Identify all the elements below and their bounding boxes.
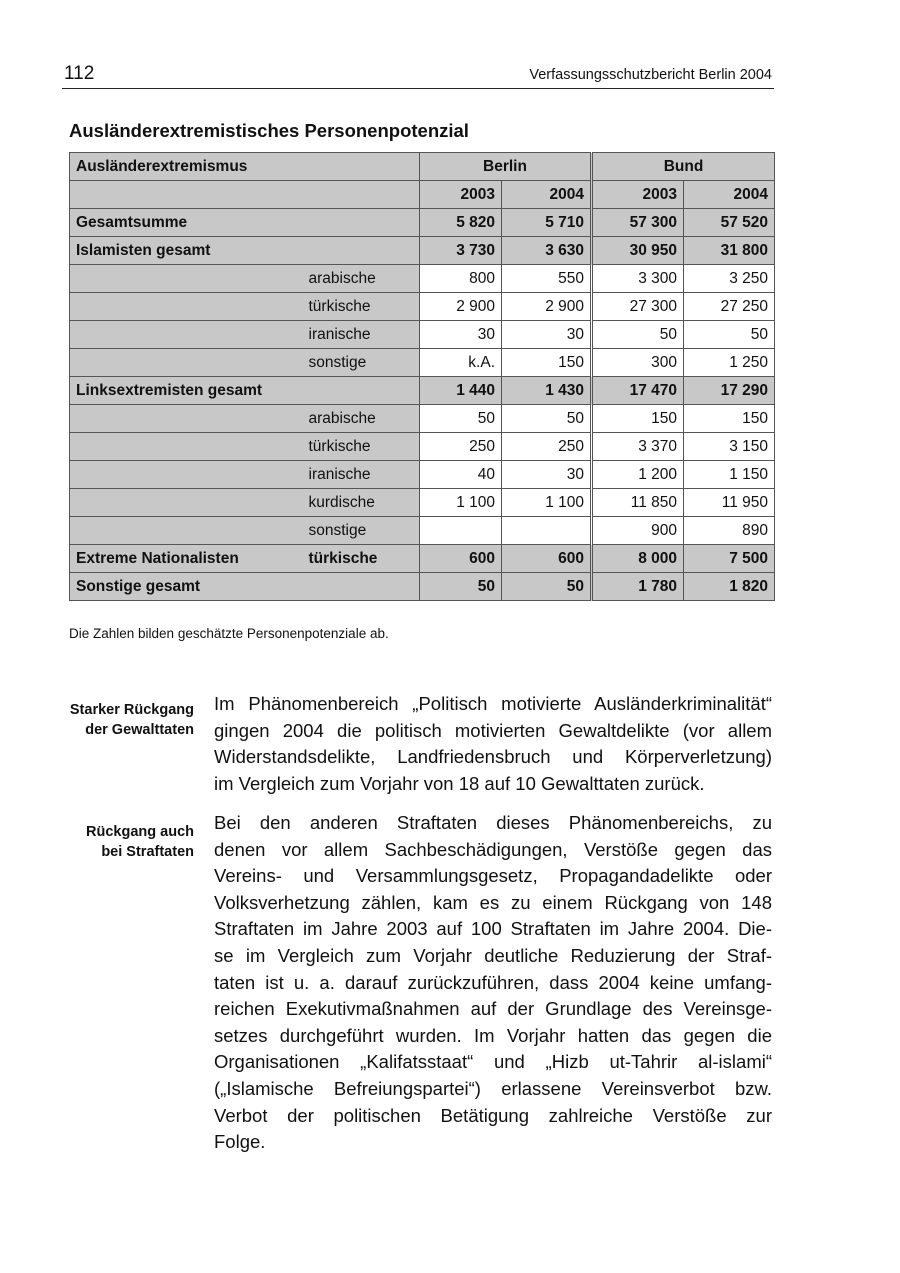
paragraph-line: Widerstandsdelikte, Landfriedensbruch und Körperverletzung) [214,746,772,768]
table-row [70,237,775,265]
table-cell: 1 250 [684,349,775,377]
row-label: Islamisten gesamt [70,237,420,265]
table-cell: 30 [420,321,502,349]
row-label: Sonstige gesamt [70,573,420,601]
paragraph-line: taten ist u. a. darauf zurückzuführen, dass 2004 keine umfang- [214,971,772,993]
table-cell: 50 [684,321,775,349]
paragraph-line: Organisationen „Kalifatsstaat“ und „Hizb ut-Tahrir al-islami“ [214,1051,772,1073]
paragraph-line: gingen 2004 die politisch motivierten Gewaltdelikte (vor allem [214,719,772,741]
table-cell: 50 [420,405,502,433]
table-cell: 300 [592,349,684,377]
table-cell: k.A. [420,349,502,377]
paragraph-line: reichen Exekutivmaßnahmen auf der Grundlage des Vereinsge- [214,998,772,1020]
table-cell: 8 000 [592,545,684,573]
header-label: Ausländerextremismus [70,153,420,181]
year-header: 2004 [502,181,592,209]
row-indent [70,461,303,489]
row-sublabel: sonstige [303,349,420,377]
years-row-spacer [70,181,420,209]
table-cell: 50 [592,321,684,349]
table-cell: 1 820 [684,573,775,601]
table-cell: 890 [684,517,775,545]
table-cell: 600 [420,545,502,573]
paragraph-line: Volksverhetzung zählen, kam es zu einem Rückgang von 148 [214,891,772,913]
row-indent [70,405,303,433]
table-cell: 150 [592,405,684,433]
paragraph-line: Verbot der politischen Betätigung zahlreiche Verstöße zur [214,1104,772,1126]
table-cell: 17 470 [592,377,684,405]
row-label: Extreme Nationalisten [70,545,303,573]
table-cell: 27 300 [592,293,684,321]
row-sublabel: sonstige [303,517,420,545]
table-cell: 250 [420,433,502,461]
group-header-bund: Bund [592,153,775,181]
table-cell: 3 150 [684,433,775,461]
row-label: Linksextremisten gesamt [70,377,420,405]
table-cell: 27 250 [684,293,775,321]
paragraph-line: setzes durchgeführt wurden. Im Vorjahr hatten das gegen die [214,1024,772,1046]
paragraph-line: („Islamische Befreiungspartei“) erlassene Vereinsverbot bzw. [214,1077,772,1099]
table-cell: 3 730 [420,237,502,265]
table-header-row [70,153,775,181]
table-cell: 3 630 [502,237,592,265]
year-header: 2003 [592,181,684,209]
table-cell: 1 150 [684,461,775,489]
row-indent [70,321,303,349]
margin-note-line: Rückgang auch [86,824,194,840]
table-row [70,209,775,237]
row-indent [70,433,303,461]
row-indent [70,517,303,545]
row-sublabel: arabische [303,265,420,293]
row-indent [70,265,303,293]
table-cell [502,517,592,545]
table-cell: 800 [420,265,502,293]
table-cell: 1 780 [592,573,684,601]
statistics-table [69,152,775,601]
table-cell: 50 [502,405,592,433]
table-row [70,461,775,489]
row-sublabel: kurdische [303,489,420,517]
table-row [70,517,775,545]
table-row [70,489,775,517]
paragraph-line: Vereins- und Versammlungsgesetz, Propagandadelikte oder [214,865,772,887]
table-cell: 150 [684,405,775,433]
row-indent [70,489,303,517]
table-row [70,377,775,405]
table-row [70,321,775,349]
table-cell: 3 250 [684,265,775,293]
row-sublabel: türkische [303,433,420,461]
table-cell: 2 900 [502,293,592,321]
table-title: Ausländerextremistisches Personenpotenzial [69,120,469,141]
table-cell: 1 100 [420,489,502,517]
table-cell: 30 950 [592,237,684,265]
page-header [62,62,774,89]
table-cell: 2 900 [420,293,502,321]
row-sublabel: türkische [303,545,420,573]
row-label: Gesamtsumme [70,209,420,237]
table-row [70,573,775,601]
paragraph-line: im Vergleich zum Vorjahr von 18 auf 10 Gewalttaten zurück. [214,772,705,794]
table-cell: 5 710 [502,209,592,237]
margin-note-line: der Gewalttaten [85,722,194,738]
table-row [70,293,775,321]
table-cell: 5 820 [420,209,502,237]
row-sublabel: türkische [303,293,420,321]
table-row [70,349,775,377]
table-cell: 11 950 [684,489,775,517]
table-cell: 1 200 [592,461,684,489]
running-title: Verfassungsschutzbericht Berlin 2004 [529,67,772,83]
row-indent [70,349,303,377]
table-cell: 7 500 [684,545,775,573]
table-cell: 250 [502,433,592,461]
row-sublabel: iranische [303,461,420,489]
table-cell: 900 [592,517,684,545]
year-header: 2003 [420,181,502,209]
table-cell: 30 [502,321,592,349]
row-sublabel: arabische [303,405,420,433]
group-header-berlin: Berlin [420,153,592,181]
table-cell: 57 520 [684,209,775,237]
table-cell: 1 430 [502,377,592,405]
table-years-row [70,181,775,209]
margin-note-line: Starker Rückgang [69,702,194,718]
table-cell: 50 [502,573,592,601]
table-row [70,405,775,433]
table-cell: 30 [502,461,592,489]
paragraph-line: denen vor allem Sachbeschädigungen, Verstöße gegen das [214,838,772,860]
table-cell: 550 [502,265,592,293]
row-sublabel: iranische [303,321,420,349]
table-cell: 40 [420,461,502,489]
table-footnote: Die Zahlen bilden geschätzte Personenpotenziale ab. [69,626,389,641]
margin-note-line: bei Straftaten [101,844,194,860]
table-cell [420,517,502,545]
paragraph-line: Folge. [214,1131,266,1153]
paragraph-violence [214,691,772,797]
paragraph-line: Im Phänomenbereich „Politisch motivierte Ausländerkriminalität“ [214,693,772,714]
page-number: 112 [64,63,95,84]
paragraph-line: Bei den anderen Straftaten dieses Phänomenbereichs, zu [214,812,772,833]
paragraph-line: se im Vergleich zum Vorjahr deutliche Reduzierung der Straf- [214,944,772,966]
year-header: 2004 [684,181,775,209]
table-cell: 11 850 [592,489,684,517]
table-cell: 17 290 [684,377,775,405]
table-cell: 57 300 [592,209,684,237]
row-indent [70,293,303,321]
table-cell: 50 [420,573,502,601]
margin-note-offenses [20,822,194,862]
table-cell: 3 300 [592,265,684,293]
table-cell: 600 [502,545,592,573]
paragraph-line: Straftaten im Jahre 2003 auf 100 Straftaten im Jahre 2004. Die- [214,918,772,940]
table-cell: 150 [502,349,592,377]
table-row [70,433,775,461]
paragraph-offenses [214,810,772,1156]
margin-note-violence [20,700,194,740]
table-cell: 1 100 [502,489,592,517]
table-row [70,265,775,293]
table-cell: 31 800 [684,237,775,265]
table-row [70,545,775,573]
table-cell: 1 440 [420,377,502,405]
table-cell: 3 370 [592,433,684,461]
